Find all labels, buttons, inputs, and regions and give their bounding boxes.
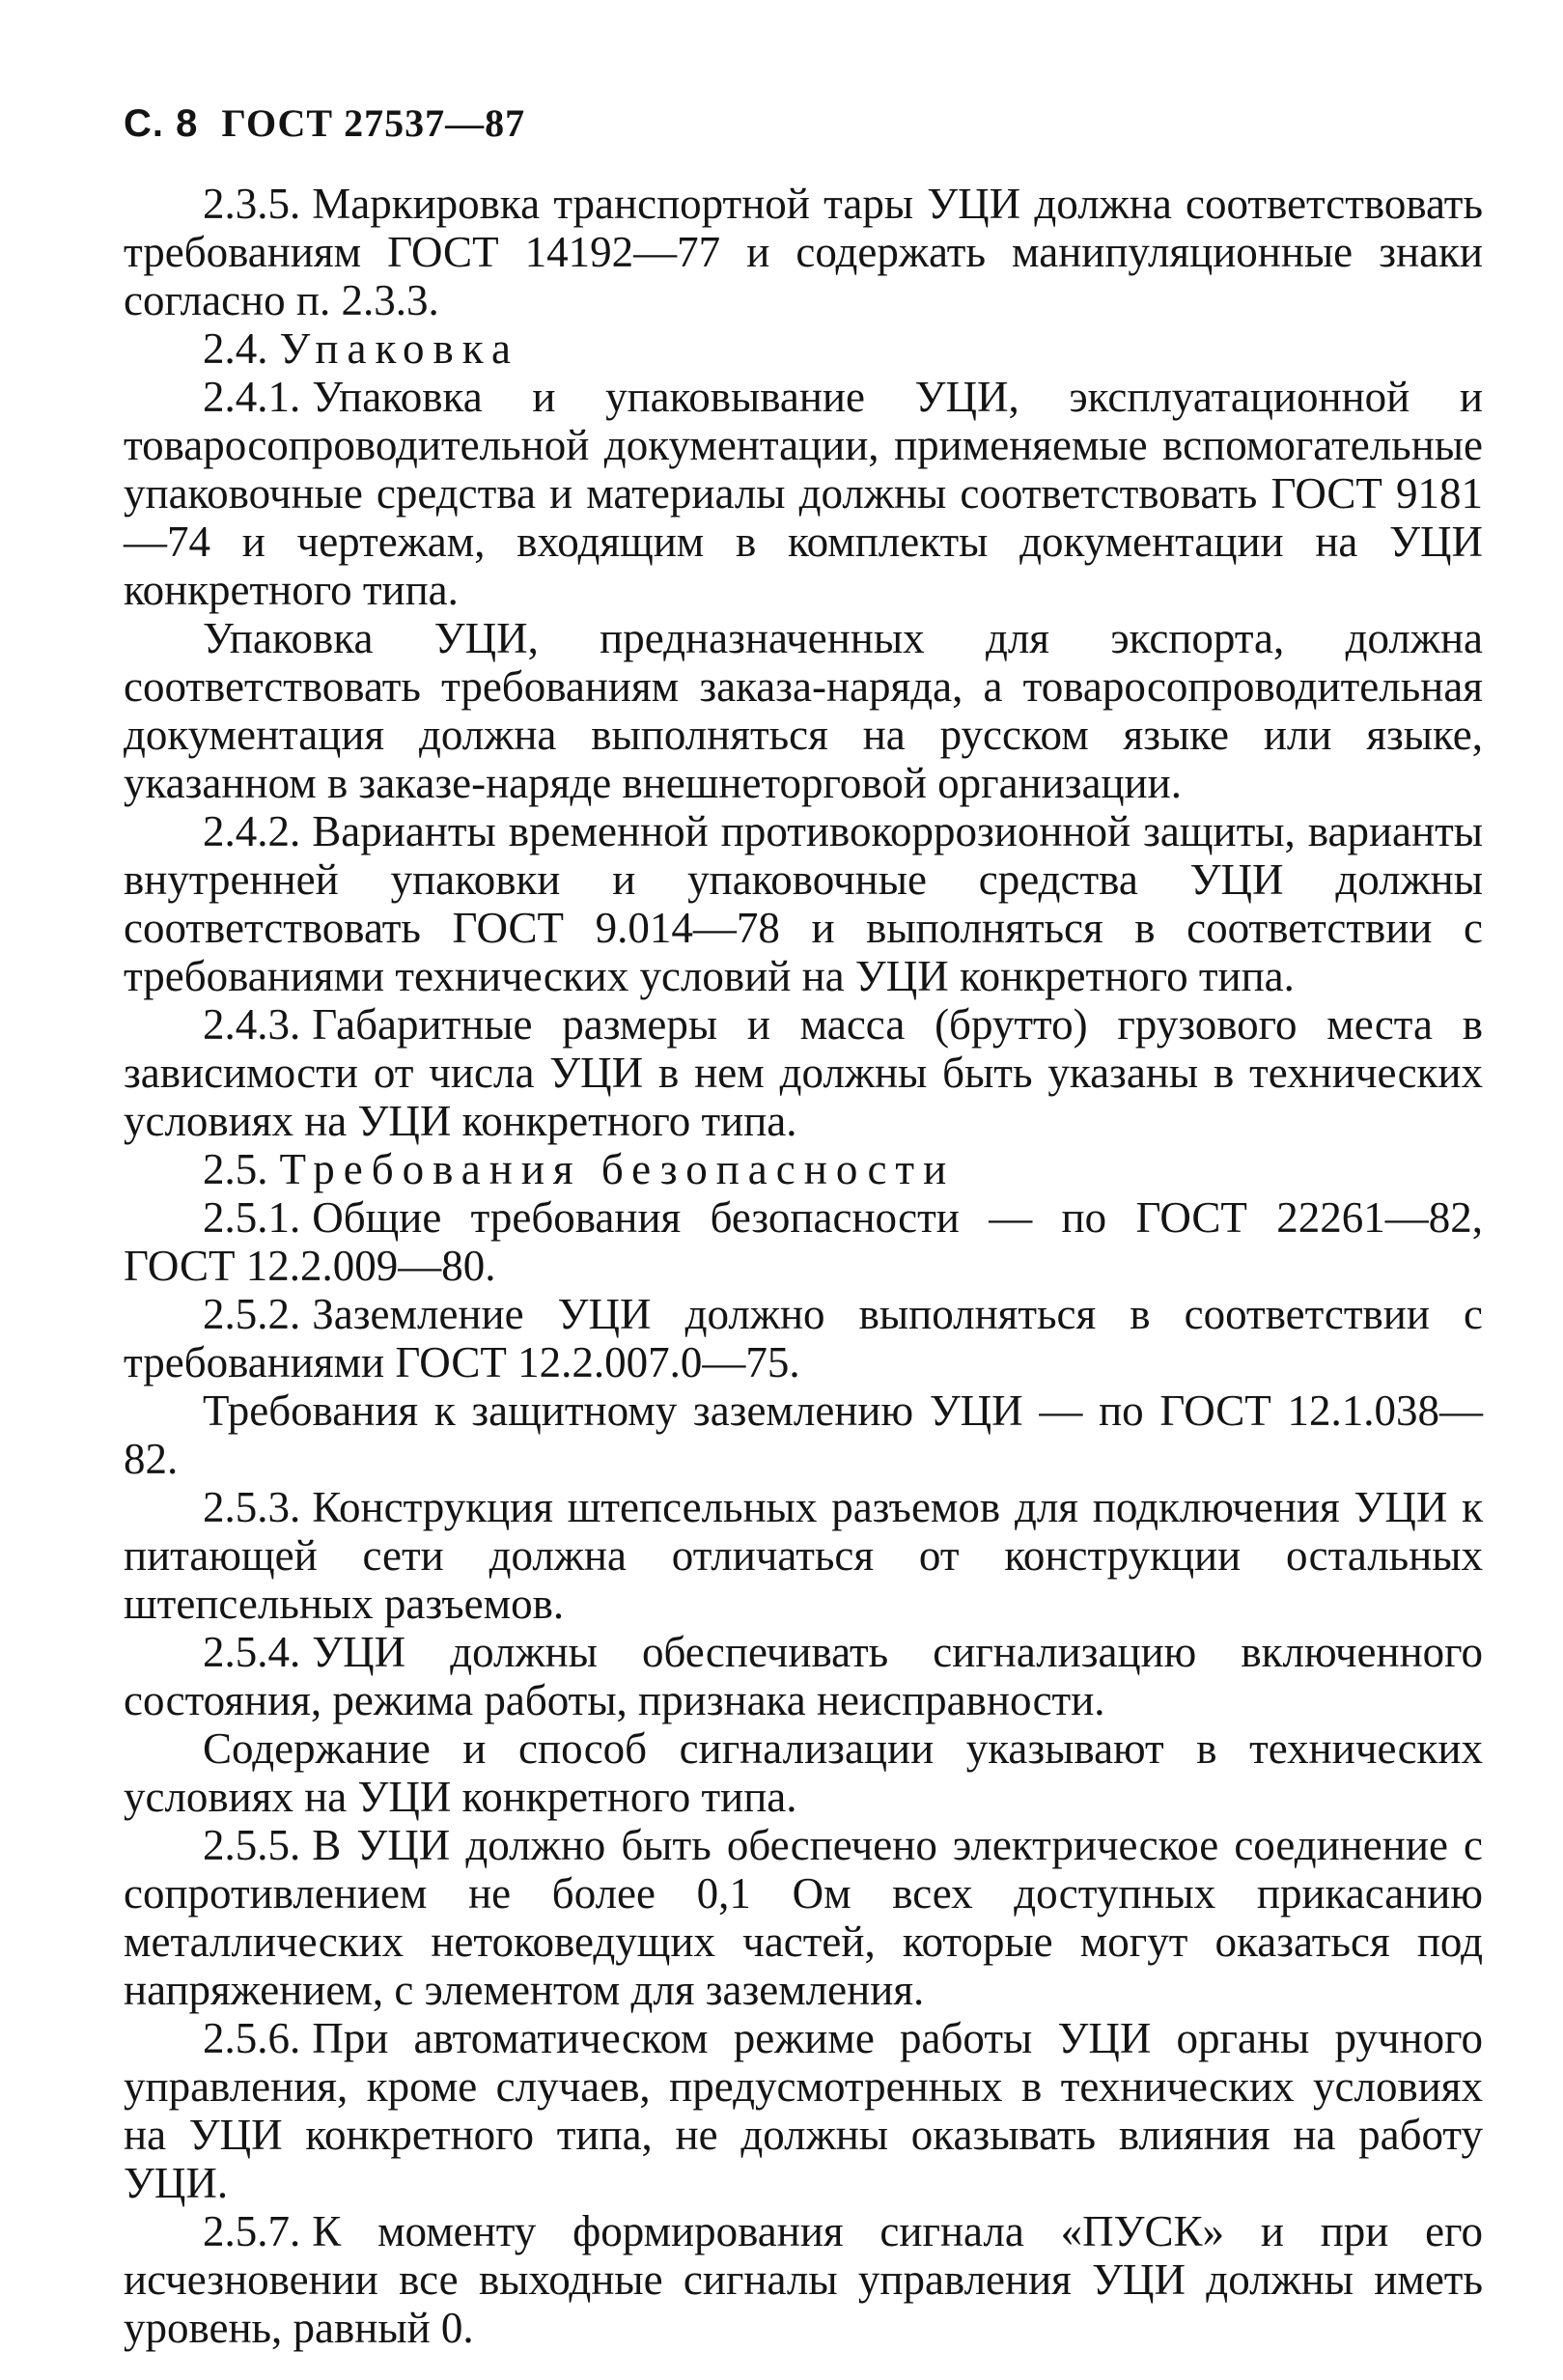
page-number: С. 8	[124, 102, 199, 145]
clause-number: 2.4.3.	[203, 1000, 301, 1049]
section-title: Требования безопасности	[279, 1145, 956, 1193]
section-number: 2.4.	[203, 324, 268, 373]
document-body	[124, 180, 1483, 2352]
section-heading-2-5	[124, 1145, 1483, 1193]
paragraph-text: Габаритные размеры и масса (брутто) грузового места в зависимости от числа УЦИ в нем должны быть указаны в технических условиях на УЦИ конкретного типа.	[124, 1000, 1483, 1145]
clause-number: 2.5.1.	[203, 1193, 301, 1242]
clause-number: 2.3.5.	[203, 180, 301, 228]
paragraph-text: К моменту формирования сигнала «ПУСК» и при его исчезновении все выходные сигналы управления УЦИ должны иметь уровень, равный 0.	[124, 2207, 1483, 2352]
paragraph-text: Варианты временной противокоррозионной защиты, варианты внутренней упаковки и упаковочные средства УЦИ должны соответствовать ГОСТ 9.014—78 и выполняться в соответствии с требованиями технических условий на УЦИ конкретного типа.	[124, 807, 1483, 1000]
paragraph-text: Требования к защитному заземлению УЦИ — по ГОСТ 12.1.038—82.	[124, 1386, 1483, 1483]
paragraph-text: Упаковка и упаковывание УЦИ, эксплуатационной и товаросопроводительной документации, применяемые вспомогательные упаковочные средства и материалы должны соответствовать ГОСТ 9181—74 и чертежам, входящим в комплекты документации на УЦИ конкретного типа.	[124, 373, 1483, 614]
paragraph-export-packaging	[124, 614, 1483, 807]
section-number: 2.5.	[203, 1145, 268, 1193]
page-header	[124, 100, 525, 146]
paragraph-text: Содержание и способ сигнализации указывают в технических условиях на УЦИ конкретного типа.	[124, 1724, 1483, 1821]
paragraph-2-5-7	[124, 2207, 1483, 2352]
paragraph-2-5-3	[124, 1483, 1483, 1628]
paragraph-2-5-5	[124, 1821, 1483, 2014]
paragraph-2-4-2	[124, 807, 1483, 1000]
paragraph-text: УЦИ должны обеспечивать сигнализацию включенного состояния, режима работы, признака неисправности.	[124, 1628, 1483, 1724]
paragraph-text: Общие требования безопасности — по ГОСТ 22261—82, ГОСТ 12.2.009—80.	[124, 1193, 1483, 1290]
clause-number: 2.5.3.	[203, 1483, 301, 1531]
paragraph-2-3-5	[124, 180, 1483, 324]
clause-number: 2.5.5.	[203, 1821, 301, 1869]
paragraph-2-5-4	[124, 1628, 1483, 1724]
paragraph-text: Упаковка УЦИ, предназначенных для экспорта, должна соответствовать требованиям заказа-наряда, а товаросопроводительная документация должна выполняться на русском языке или языке, указанном в заказе-наряде внешнеторговой организации.	[124, 614, 1483, 807]
clause-number: 2.4.1.	[203, 373, 301, 421]
clause-number: 2.5.2.	[203, 1290, 301, 1338]
paragraph-2-4-3	[124, 1000, 1483, 1145]
paragraph-protective-grounding	[124, 1386, 1483, 1483]
paragraph-signaling-content	[124, 1724, 1483, 1821]
paragraph-text: Маркировка транспортной тары УЦИ должна соответствовать требованиям ГОСТ 14192—77 и содержать манипуляционные знаки согласно п. 2.3.3.	[124, 180, 1483, 324]
paragraph-text: В УЦИ должно быть обеспечено электрическое соединение с сопротивлением не более 0,1 Ом всех доступных прикасанию металлических нетоковедущих частей, которые могут оказаться под напряжением, с элементом для заземления.	[124, 1821, 1483, 2014]
paragraph-2-5-6	[124, 2014, 1483, 2207]
paragraph-text: Конструкция штепсельных разъемов для подключения УЦИ к питающей сети должна отличаться от конструкции остальных штепсельных разъемов.	[124, 1483, 1483, 1628]
paragraph-2-5-1	[124, 1193, 1483, 1290]
paragraph-2-4-1	[124, 373, 1483, 614]
clause-number: 2.5.6.	[203, 2014, 301, 2062]
clause-number: 2.5.7.	[203, 2207, 301, 2255]
paragraph-text: При автоматическом режиме работы УЦИ органы ручного управления, кроме случаев, предусмотренных в технических условиях на УЦИ конкретного типа, не должны оказывать влияния на работу УЦИ.	[124, 2014, 1483, 2207]
section-heading-2-4	[124, 324, 1483, 373]
section-title: Упаковка	[279, 324, 519, 373]
clause-number: 2.4.2.	[203, 807, 301, 855]
paragraph-text: Заземление УЦИ должно выполняться в соответствии с требованиями ГОСТ 12.2.007.0—75.	[124, 1290, 1483, 1386]
paragraph-2-5-2	[124, 1290, 1483, 1386]
document-code: ГОСТ 27537—87	[221, 101, 526, 145]
clause-number: 2.5.4.	[203, 1628, 301, 1676]
